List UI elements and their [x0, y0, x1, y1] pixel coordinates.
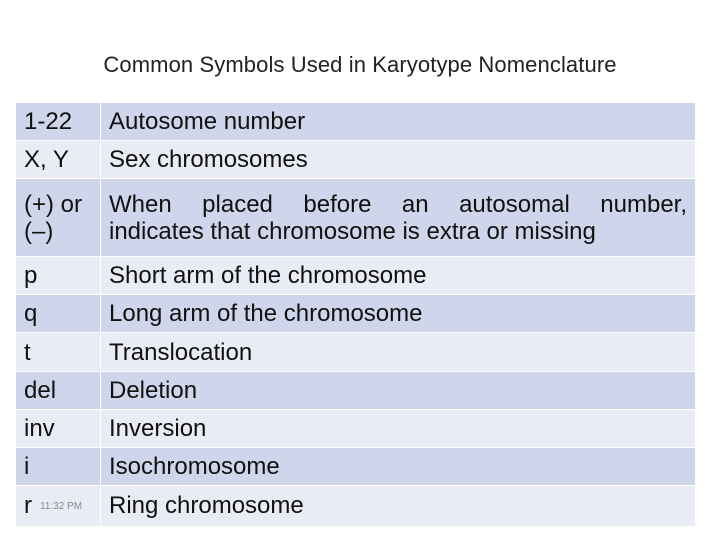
slide-title: Common Symbols Used in Karyotype Nomenclature	[103, 52, 617, 77]
table-row	[16, 485, 696, 526]
symbol-cell	[16, 179, 101, 257]
table-row	[16, 447, 696, 485]
table-row	[16, 371, 696, 409]
meaning-cell: Translocation	[101, 333, 696, 371]
table-row	[16, 179, 696, 257]
symbol-cell	[16, 485, 101, 526]
symbol-cell: p	[16, 257, 101, 295]
meaning-cell: Inversion	[101, 409, 696, 447]
table-row	[16, 141, 696, 179]
meaning-cell	[101, 179, 696, 257]
meaning-cell: Short arm of the chromosome	[101, 257, 696, 295]
symbol-line: (+) or	[24, 190, 83, 218]
meaning-cell: Autosome number	[101, 103, 696, 141]
symbol-line: (–)	[24, 217, 54, 245]
symbol-cell: i	[16, 447, 101, 485]
table-row	[16, 257, 696, 295]
table-row	[16, 295, 696, 333]
table-row	[16, 333, 696, 371]
meaning-line: indicates that chromosome is extra or missing	[109, 217, 596, 245]
symbol-cell: t	[16, 333, 101, 371]
symbol-cell: del	[16, 371, 101, 409]
table-row	[16, 103, 696, 141]
symbol-cell: inv	[16, 409, 101, 447]
symbols-table	[15, 102, 696, 527]
meaning-cell: Isochromosome	[101, 447, 696, 485]
meaning-cell: Deletion	[101, 371, 696, 409]
table-row	[16, 409, 696, 447]
meaning-cell: Sex chromosomes	[101, 141, 696, 179]
symbol-cell: X, Y	[16, 141, 101, 179]
timestamp: 11:32 PM	[40, 500, 83, 512]
symbol-text: r	[24, 491, 32, 519]
symbol-cell: 1-22	[16, 103, 101, 141]
symbol-cell: q	[16, 295, 101, 333]
meaning-line: When placed before an autosomal number,	[109, 190, 687, 218]
meaning-cell: Long arm of the chromosome	[101, 295, 696, 333]
meaning-cell: Ring chromosome	[101, 485, 696, 526]
